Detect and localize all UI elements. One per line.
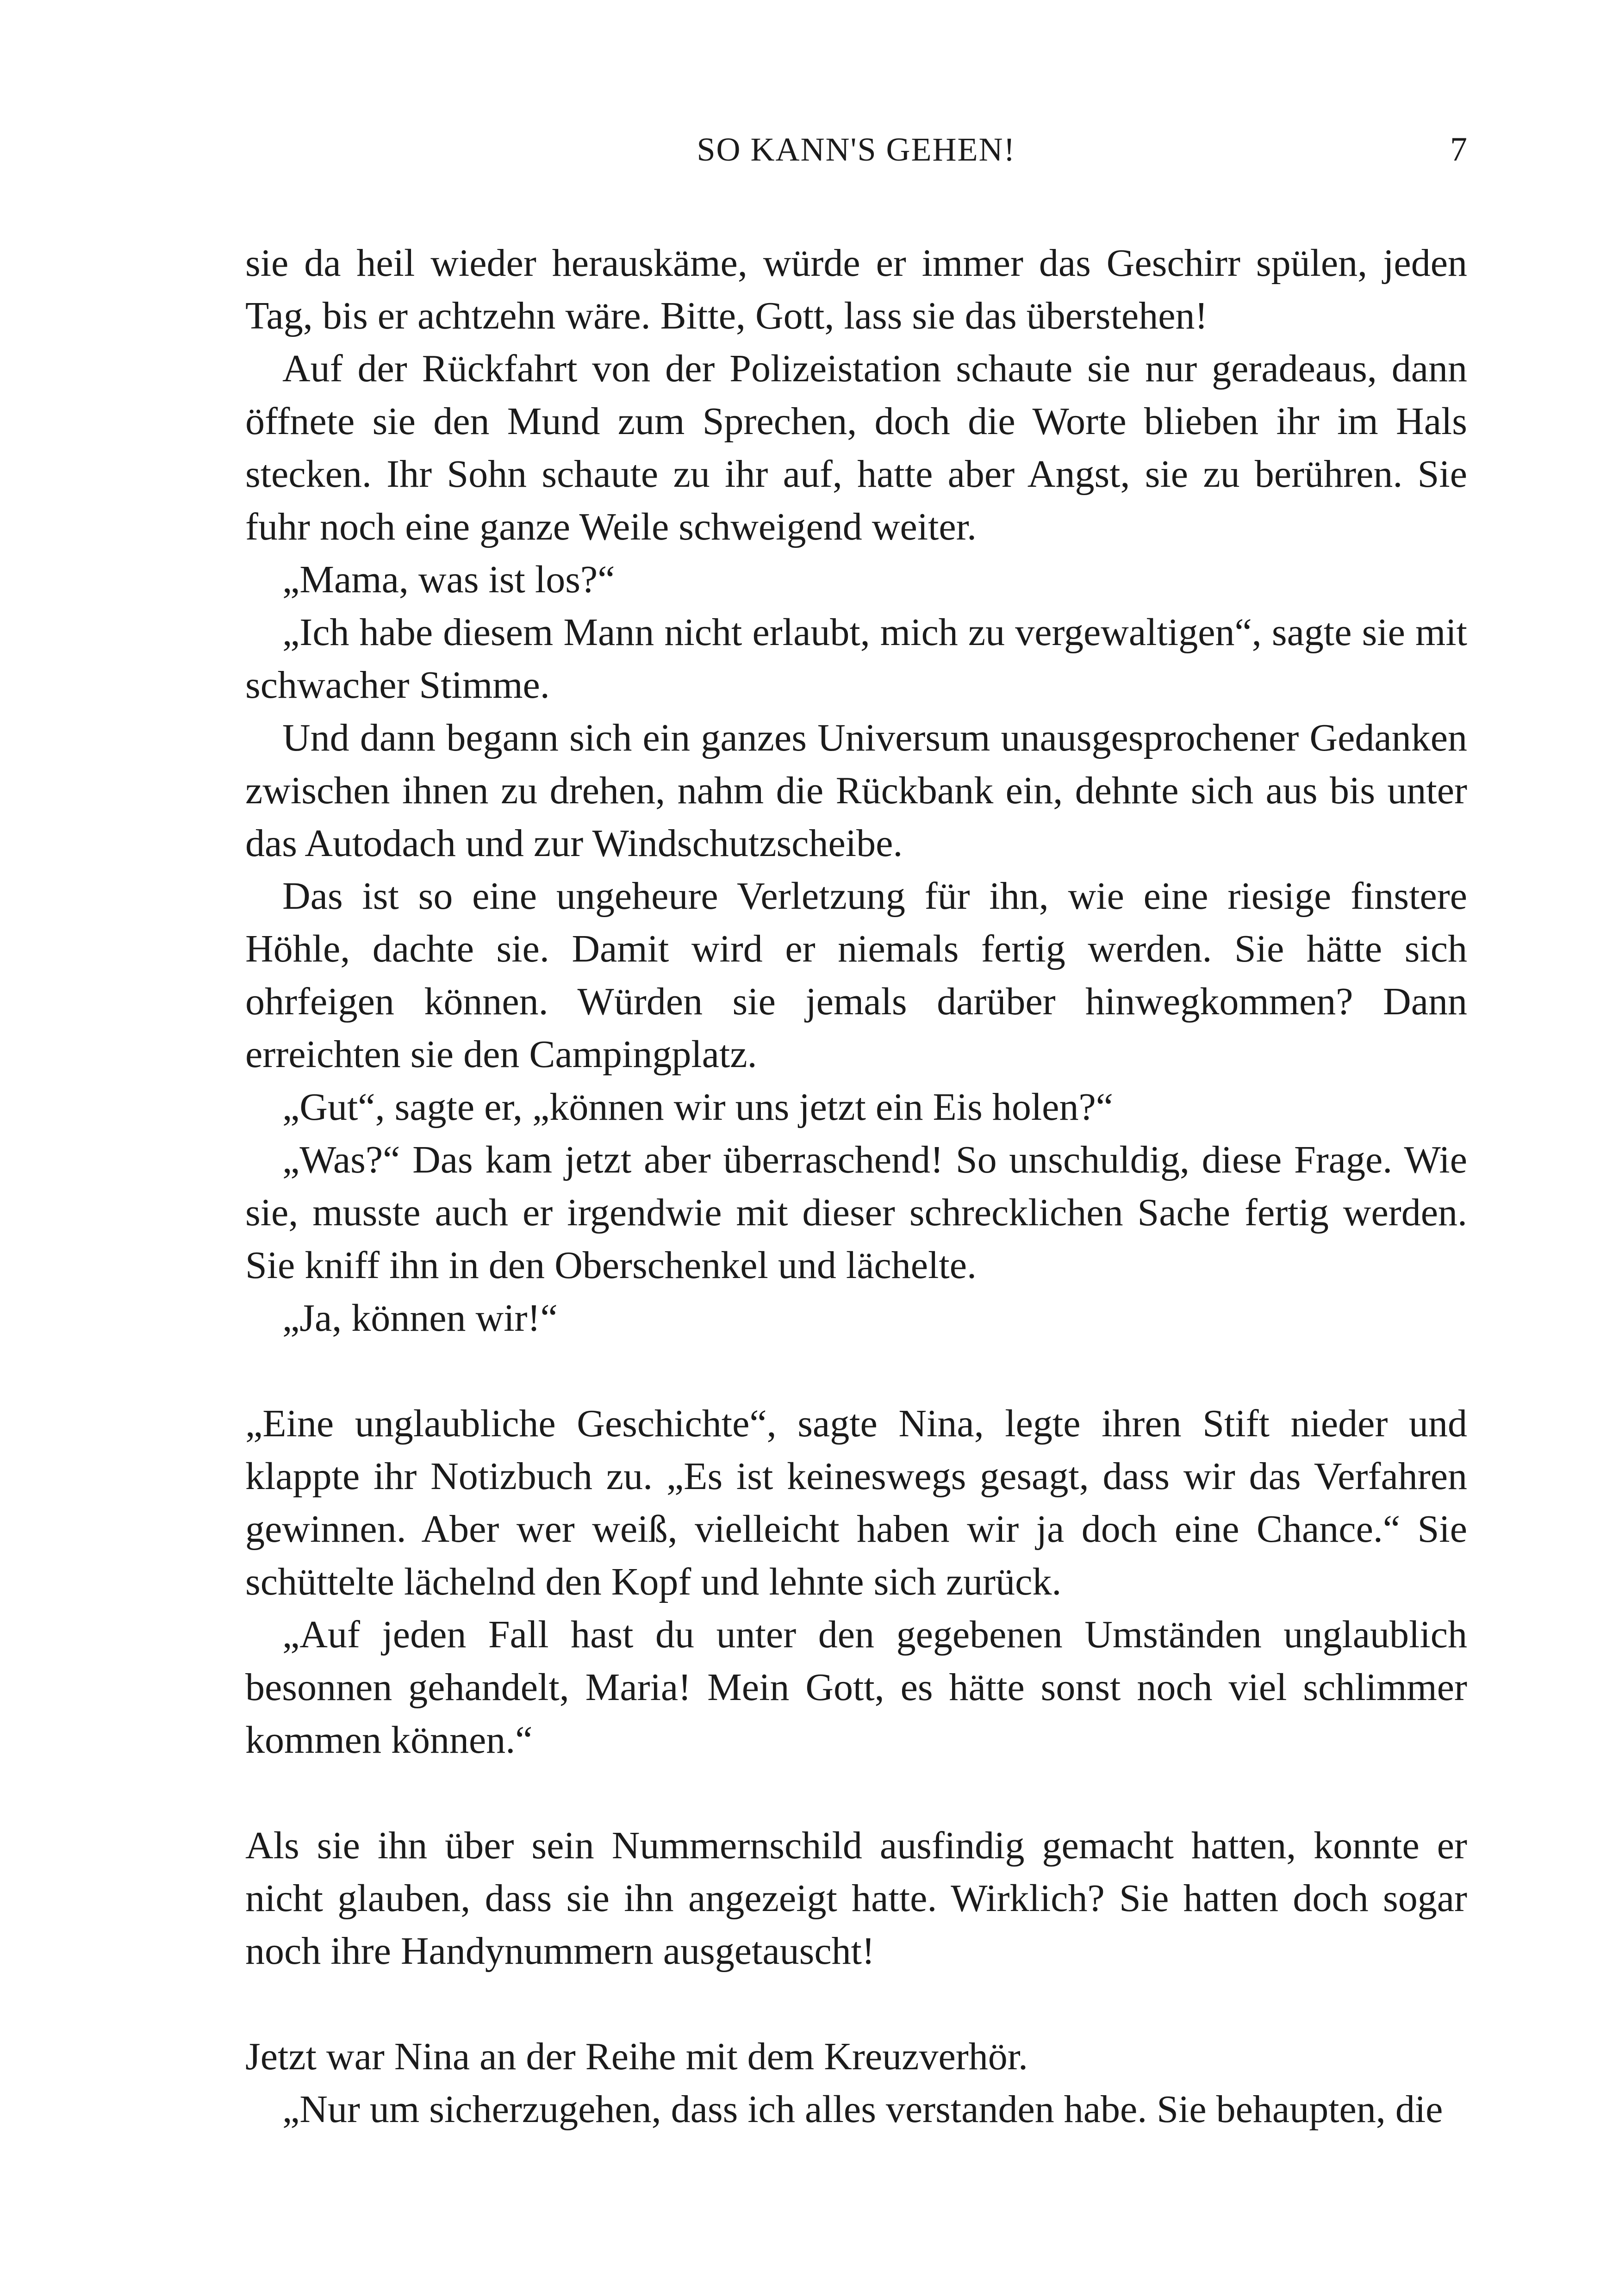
running-title: SO KANN'S GEHEN!: [697, 131, 1016, 168]
page-number: 7: [1450, 130, 1467, 168]
section-paragraph: Jetzt war Nina an der Reihe mit dem Kreuzverhör.: [245, 2035, 1028, 2078]
dialogue-line: „Ich habe diesem Mann nicht erlaubt, mich zu vergewaltigen“, sagte sie mit schwacher Stimme.: [245, 611, 1467, 707]
paragraph: Auf der Rückfahrt von der Polizeistation schaute sie nur geradeaus, dann öffnete sie den Mund zum Sprechen, doch die Worte blieben ihr im Hals stecken. Ihr Sohn schaute zu ihr auf, hatte aber Angst, sie zu berühren. Sie fuhr noch eine ganze Weile schweigend weiter.: [245, 347, 1467, 548]
paragraph: Das ist so eine ungeheure Verletzung für ihn, wie eine riesige finstere Höhle, dachte sie. Damit wird er niemals fertig werden. Sie hätte sich ohrfeigen können. Würden sie jemals darüber hinwegkommen? Dann erreichten sie den Campingplatz.: [245, 875, 1467, 1076]
paragraph: „Was?“ Das kam jetzt aber überraschend! So unschuldig, diese Frage. Wie sie, musste auch er irgendwie mit dieser schrecklichen Sache fertig werden. Sie kniff ihn in den Oberschenkel und lächelte.: [245, 1138, 1467, 1287]
section-paragraph: „Eine unglaubliche Geschichte“, sagte Nina, legte ihren Stift nieder und klappte ihr Notizbuch zu. „Es ist keineswegs gesagt, dass wir das Verfahren gewinnen. Aber wer weiß, vielleicht haben wir ja doch eine Chance.“ Sie schüttelte lächelnd den Kopf und lehnte sich zurück.: [245, 1402, 1467, 1603]
dialogue-line: „Nur um sicherzugehen, dass ich alles verstanden habe. Sie behaupten, die: [282, 2088, 1443, 2131]
dialogue-line: „Gut“, sagte er, „können wir uns jetzt ein Eis holen?“: [282, 1086, 1114, 1129]
dialogue-line: „Auf jeden Fall hast du unter den gegebenen Umständen unglaublich besonnen gehandelt, Maria! Mein Gott, es hätte sonst noch viel schlimmer kommen können.“: [245, 1613, 1467, 1762]
paragraph: sie da heil wieder herauskäme, würde er immer das Geschirr spülen, jeden Tag, bis er achtzehn wäre. Bitte, Gott, lass sie das überstehen!: [245, 242, 1467, 337]
section-paragraph: Als sie ihn über sein Nummernschild ausfindig gemacht hatten, konnte er nicht glauben, dass sie ihn angezeigt hatte. Wirklich? Sie hatten doch sogar noch ihre Handynummern ausgetauscht!: [245, 1824, 1467, 1973]
running-header: [245, 124, 1467, 175]
paragraph: Und dann begann sich ein ganzes Universum unausgesprochener Gedanken zwischen ihnen zu drehen, nahm die Rückbank ein, dehnte sich aus bis unter das Autodach und zur Windschutzscheibe.: [245, 716, 1467, 865]
dialogue-line: „Ja, können wir!“: [282, 1297, 558, 1340]
body-text: [245, 237, 1467, 2136]
dialogue-line: „Mama, was ist los?“: [282, 558, 615, 601]
